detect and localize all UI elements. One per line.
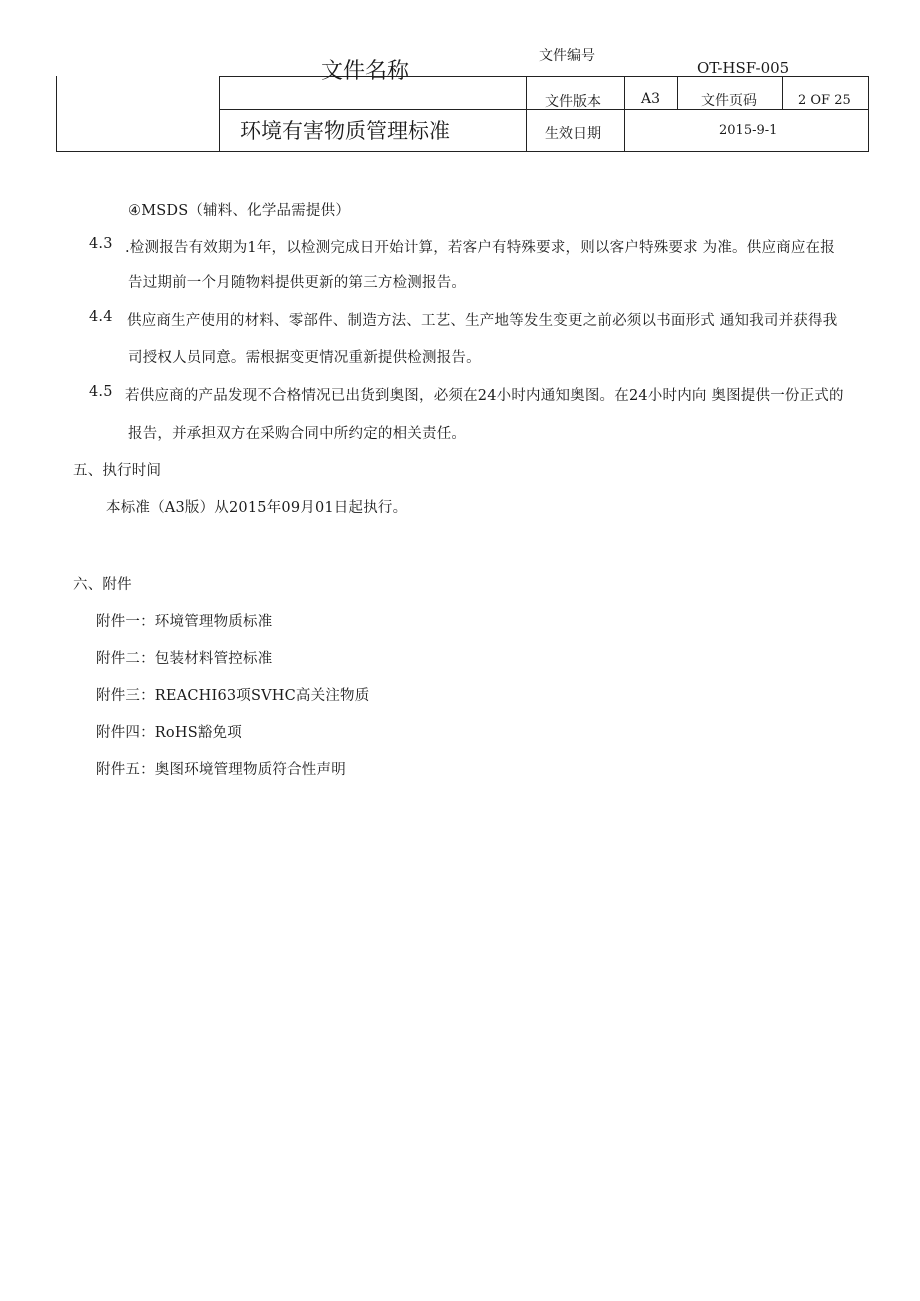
effective-date-value: 2015-9-1: [719, 123, 778, 138]
file-number-label: 文件编号: [539, 48, 595, 64]
header-left-border: [56, 76, 57, 152]
header-right-border: [868, 76, 869, 152]
page-label: 文件页码: [701, 93, 757, 109]
clause-4-3-line2: 告过期前一个月随物料提供更新的第三方检测报告。: [128, 275, 467, 291]
attachment-item: 附件四：RoHS豁免项: [96, 725, 242, 741]
effective-date-label: 生效日期: [545, 126, 601, 142]
header-bottom-line: [56, 151, 869, 152]
version-value: A3: [641, 91, 661, 107]
header-col-divider-1: [219, 76, 220, 152]
clause-4-3-number: 4.3: [89, 236, 113, 252]
attachment-item: 附件二：包装材料管控标准: [96, 651, 273, 667]
version-label: 文件版本: [545, 94, 601, 110]
item-msds: ④MSDS（辅料、化学品需提供）: [128, 203, 351, 219]
attachment-item: 附件三：REACHI63项SVHC高关注物质: [96, 688, 370, 704]
clause-4-5-line2: 报告，并承担双方在采购合同中所约定的相关责任。: [128, 426, 467, 442]
section5-text: 本标准（A3版）从2015年09月01日起执行。: [106, 500, 408, 516]
header-col-divider-2: [526, 76, 527, 152]
header-mid-line: [219, 109, 869, 110]
clause-4-5-number: 4.5: [89, 384, 113, 400]
header-col-divider-3: [624, 76, 625, 152]
clause-4-4-line1: 供应商生产使用的材料、零部件、制造方法、工艺、生产地等发生变更之前必须以书面形式 通知我司并获得我: [127, 313, 838, 329]
section5-heading: 五、执行时间: [73, 463, 162, 479]
doc-title: 环境有害物质管理标准: [240, 119, 450, 143]
header-col-divider-4: [677, 76, 678, 110]
file-number-value: OT-HSF-005: [697, 59, 790, 77]
attachment-item: 附件五：奥图环境管理物质符合性声明: [96, 762, 346, 778]
page-value: 2 OF 25: [798, 93, 851, 108]
attachment-item: 附件一：环境管理物质标准: [96, 614, 273, 630]
clause-4-4-line2: 司授权人员同意。需根据变更情况重新提供检测报告。: [128, 350, 481, 366]
section6-heading: 六、附件: [73, 577, 132, 593]
header-col-divider-5: [782, 76, 783, 110]
clause-4-5-line1: 若供应商的产品发现不合格情况已出货到奥图，必须在24小时内通知奥图。在24小时内向 奥图提供一份正式的: [125, 388, 844, 404]
clause-4-3-line1: .检测报告有效期为1年，以检测完成日开始计算，若客户有特殊要求，则以客户特殊要求 为准。供应商应在报: [125, 240, 835, 256]
clause-4-4-number: 4.4: [89, 309, 113, 325]
file-name-label: 文件名称: [321, 59, 410, 84]
